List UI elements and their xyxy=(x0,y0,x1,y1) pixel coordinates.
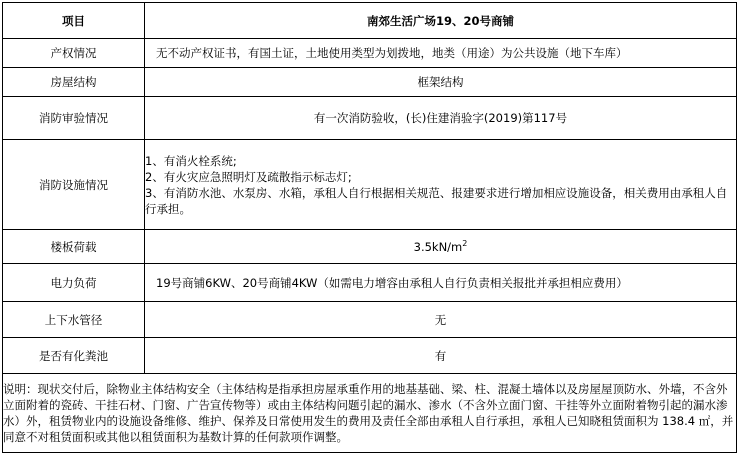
row-value: 无不动产权证书，有国土证，土地使用类型为划拨地，地类（用途）为公共设施（地下车库） xyxy=(145,39,737,68)
header-value: 南郊生活广场19、20号商铺 xyxy=(145,3,737,39)
row-value: 19号商铺6KW、20号商铺4KW（如需电力增容由承租人自行负责相关报批并承担相应费用） xyxy=(145,264,737,302)
table-row-fire-inspection xyxy=(3,97,737,140)
table-row-power-load xyxy=(3,264,737,302)
row-label: 电力负荷 xyxy=(3,264,145,302)
row-value: 无 xyxy=(145,302,737,338)
floor-load-value: 3.5kN/m xyxy=(413,239,463,254)
row-label: 房屋结构 xyxy=(3,68,145,97)
unit-exponent: 2 xyxy=(462,238,468,248)
row-label: 上下水管径 xyxy=(3,302,145,338)
header-label: 项目 xyxy=(3,3,145,39)
row-label: 楼板荷载 xyxy=(3,230,145,264)
table-row-structure xyxy=(3,68,737,97)
list-item: 3、有消防水池、水泵房、水箱，承租人自行根据相关规范、报建要求进行增加相应设施设备，相关费用由承租人自行承担。 xyxy=(145,185,728,216)
row-label: 产权情况 xyxy=(3,39,145,68)
table-row-septic-tank xyxy=(3,338,737,374)
row-label: 消防审验情况 xyxy=(3,97,145,140)
table-header-row xyxy=(3,3,737,39)
table-row-pipe-diameter xyxy=(3,302,737,338)
note-text: 说明：现状交付后，除物业主体结构安全（主体结构是指承担房屋承重作用的地基基础、梁、柱、混凝土墙体以及房屋屋顶防水、外墙，不含外立面附着的瓷砖、干挂石材、门窗、广告宣传物等）或由主体结构问题引起的漏水、渗水（不含外立面门窗、干挂等外立面附着物引起的漏水渗水）外，租赁物业内的设施设备维修、维护、保养及日常使用发生的费用及责任全部由承租人自行承担，承租人已知晓租赁面积为 138.4 ㎡，并同意不对租赁面积或其他以租赁面积为基数计算的任何款项作调整。 xyxy=(3,374,737,453)
row-value: 有一次消防验收，(长)住建消验字(2019)第117号 xyxy=(145,97,737,140)
property-spec-table xyxy=(2,2,737,453)
row-label: 是否有化粪池 xyxy=(3,338,145,374)
row-value xyxy=(145,230,737,264)
row-value: 框架结构 xyxy=(145,68,737,97)
list-item: 2、有火灾应急照明灯及疏散指示标志灯; xyxy=(145,169,352,184)
table-row-note xyxy=(3,374,737,453)
row-value-list xyxy=(145,140,737,230)
row-value: 有 xyxy=(145,338,737,374)
list-item: 1、有消火栓系统; xyxy=(145,153,237,168)
table-row-floor-load xyxy=(3,230,737,264)
table-row-fire-facilities xyxy=(3,140,737,230)
row-label: 消防设施情况 xyxy=(3,140,145,230)
table-row-property-rights xyxy=(3,39,737,68)
